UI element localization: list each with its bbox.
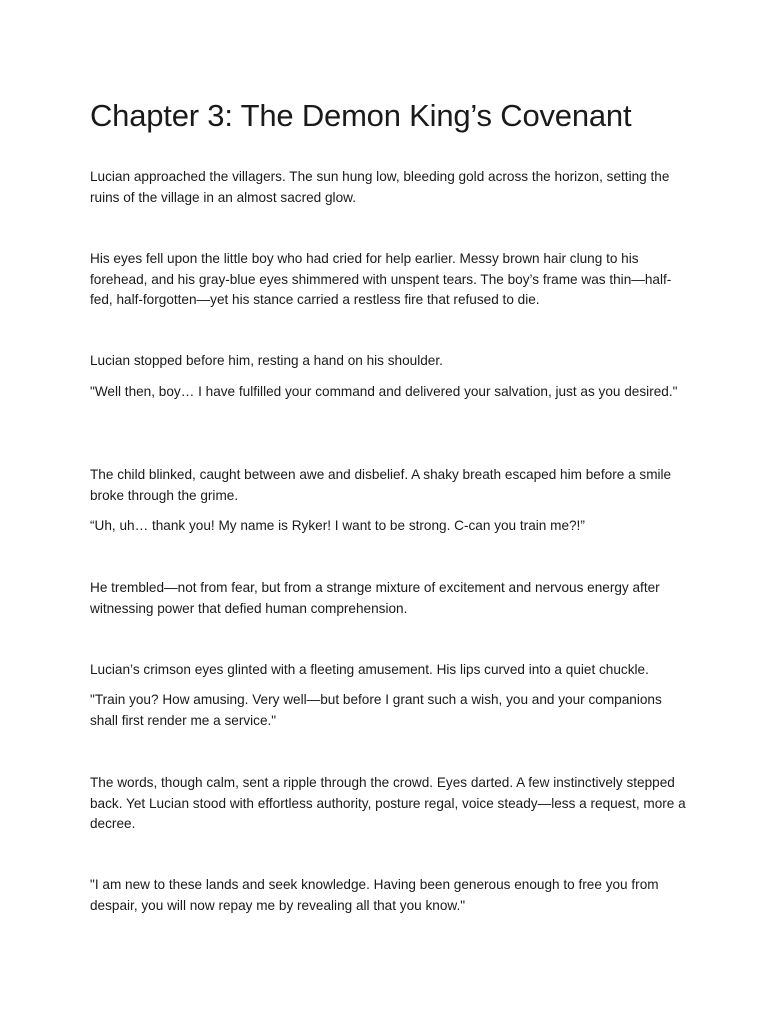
paragraph: Lucian stopped before him, resting a hand on his shoulder. — [90, 353, 443, 368]
paragraph: "Train you? How amusing. Very well—but before I grant such a wish, you and your companions shall first render me a service." — [90, 692, 662, 728]
paragraph: The words, though calm, sent a ripple through the crowd. Eyes darted. A few instinctively stepped back. Yet Lucian stood with effortless authority, posture regal, voice steady—less a request, more a decree. — [90, 775, 686, 831]
paragraph: Lucian’s crimson eyes glinted with a fleeting amusement. His lips curved into a quiet chuckle. — [90, 662, 649, 677]
paragraph: "Well then, boy… I have fulfilled your command and delivered your salvation, just as you desired." — [90, 384, 678, 399]
chapter-title: Chapter 3: The Demon King’s Covenant — [90, 98, 632, 133]
paragraph: The child blinked, caught between awe and disbelief. A shaky breath escaped him before a smile broke through the grime. — [90, 467, 672, 503]
paragraph: Lucian approached the villagers. The sun hung low, bleeding gold across the horizon, setting the ruins of the village in an almost sacred glow. — [90, 169, 670, 205]
paragraph: "I am new to these lands and seek knowledge. Having been generous enough to free you from despair, you will now repay me by revealing all that you know." — [90, 877, 659, 913]
paragraph: His eyes fell upon the little boy who had cried for help earlier. Messy brown hair clung to his forehead, and his gray-blue eyes shimmered with unspent tears. The boy’s frame was thin—half-fed, half-forgotten—yet his stance carried a restless fire that refused to die. — [90, 251, 672, 307]
paragraph: He trembled—not from fear, but from a strange mixture of excitement and nervous energy after witnessing power that defied human comprehension. — [90, 580, 660, 616]
paragraph: “Uh, uh… thank you! My name is Ryker! I want to be strong. C-can you train me?!” — [90, 518, 585, 533]
